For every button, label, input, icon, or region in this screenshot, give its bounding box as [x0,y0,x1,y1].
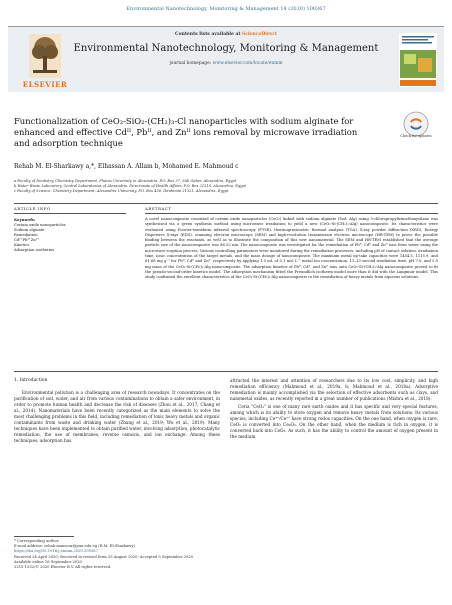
keyword-item: Remediation [14,233,38,237]
homepage-prefix: journal homepage: [169,61,212,66]
body-column-left [14,378,220,446]
publisher-name: ELSEVIER [22,80,68,89]
keyword-item: Cerium oxide nanoparticles [14,223,66,227]
doi-link[interactable]: https://doi.org/10.1016/j.enmm.2020.100367 [14,549,98,554]
section-heading: 1. Introduction [14,378,48,383]
keyword-item: Adsorption isotherms [14,248,55,252]
article-info-heading: ARTICLE INFO [14,206,51,211]
sciencedirect-link[interactable]: ScienceDirect [241,32,277,37]
footnote-divider [14,536,74,537]
body-paragraph: Ceria "CeO₂" is one of many rare earth oxides and it has specific and very special features, among which is its ability to store oxygen and remove heavy metals from solutions. Its various species, including Ce⁴⁺/Ce³⁺ have strong redox capacities. On the one hand, when oxygen is rare, CeO₂ is converted into Ce₂O₃. On the other hand, when the medium is rich in oxygen, it is converted back into CeO₂. As such, it has the ability to control the amount of oxygen present in the medium [230,404,438,439]
email-note: E-mail address: rehab.mansour@pua.edu.eg (R.M. El-Sharkawy). [14,544,137,549]
journal-citation-header: Environmental Nanotechnology, Monitoring & Management 14 (2020) 100367 [126,6,326,12]
journal-cover-icon[interactable] [398,32,438,88]
keywords-label: Keywords: [14,218,36,222]
journal-title: Environmental Nanotechnology, Monitoring & Management [73,43,379,54]
divider [14,213,126,214]
body-column-right [230,378,438,442]
article-title: Functionalization of CeO₂-SiO₂-(CH₂)₃-Cl nanoparticles with sodium alginate for enhanced and effective Cdᴵᴵ, Pbᴵᴵ, and Znᴵᴵ ions removal by microwave irradiation and adsorption technique [14,116,358,148]
abstract-text: A novel nanocomposite consisted of cerium oxide nanoparticles (CeO₂) linked with sodium alginate (Sod. Alg) using 3-chloropropyltrimethoxysilane was synthesized via a green synthesis method using microwave irradiation to yield a new (CeO₂-Si-(CH₂)₃-Alg) nanocomposite. Its characteristics were evaluated using Fourier-transform infrared spectroscopy (FT-IR), thermogravimetric thermal analysis (TGA), X-ray powder diffraction (XRD), Energy Dispersive X-rays (EDX), scanning electron microscope (SEM) and high-resolution transmission electron microscope (HR-TEM) to prove the possible binding between the reactants, as well as to illustrate the composition of this new nanomaterial. The SEM and HR-TEM established that the average particle size of the nanocomposite was 86.52 nm. The nanocomposite was investigated for the remediation of Pbᴵᴵ, Cdᴵᴵ and Znᴵᴵ ions from water using the microwave sorption process. Various controlling parameters were monitored during the remediation processes, including pH of contact solution, irradiation time, ionic concentration of the target metals, and the mass dosage of nanocomposite. The maximum metal up-take capacities were 1454.5, 1115.9, and 61.68 mg g⁻¹ for Pbᴵᴵ, Cdᴵᴵ and Znᴵᴵ, respectively by applying 1.0 mL of 0.1 mol L⁻¹ metal ion concentration, 11–13 second irradiation time, pH 7.0, and 5.0 mg mass of the CeO₂-Si-(CH₂)₃-Alg nanocomposite. The adsorption kinetics of Pbᴵᴵ, Cdᴵᴵ, and Znᴵᴵ ions onto CeO₂-Si-(CH₂)₃-Alg nanocomposite proved to fit the pseudo-second-order kinetics model. The adsorption mechanism fitted the Freundlich isotherm model more than it did with the Langmuir model. This study confirmed the excellent characteristics of the CeO₂-Si-(CH₂)₃-Alg nanocomposite in the remediation of heavy metals from aqueous solutions. [145,217,438,280]
footnotes [14,539,434,570]
author-list: Rehab M. El-Sharkawy a,*, Elhassan A. Allam b, Mohamed E. Mahmoud c [14,163,239,170]
contents-prefix: Contents lists available at [175,32,241,37]
affiliations [14,179,434,194]
affiliation-c: c Faculty of Science, Chemistry Department, Alexandria University, P.O. Box 426, Ibrahimia 21321, Alexandria, Egypt [14,189,229,193]
homepage-link[interactable]: www.elsevier.com/locate/enmm [212,61,283,66]
keyword-item: Sodium alginate [14,228,45,232]
copyright-line: 2215-1532/© 2020 Elsevier B.V. All rights reserved. [14,565,112,570]
body-paragraph: attracted the interest and attention of researchers due to its low cost, simplicity, and high remediation efficiency (Mahmoud et al., 2019a, b; Mahmoud et al., 2018a). Adsorptive remediation is mainly accomplished via the selection of effective adsorbents such as clays, and nanometal oxides, as recently reported in a great number of publications (Mishra et al., 2018). [230,378,438,401]
body-paragraph: Environmental pollution is a challenging area of research nowadays. It concentrates on the purification of soil, water, and air from various contaminations to obtain a safer environment, in order to promote human health and decrease the risk of diseases (Zhou et al., 2017; Chang et al., 2014). Nanomaterials have been recently categorized as the main elements to solve the most challenging problems in this field, including remediation of toxic heavy metals and organic contaminants from waste and drinking water (Zhang et al., 2019; Wu et al., 2019). Many techniques have been implemented to obtain purified water, involving adsorption, photocatalytic remediation, the use of membranes, reverse osmosis, and ion exchange. Among these techniques, adsorption has [14,390,220,443]
available-online: Available online 16 September 2020 [14,559,82,564]
affiliation-b: b Water Waste Laboratory, Central Laboratories of Alexandria, Directorate of Health Affairs, P.O. Box 21519, Alexandria, Egypt [14,184,246,188]
keyword-item: Cd²⁺Pb²⁺Zn²⁺ [14,238,40,242]
divider [145,213,438,214]
check-updates-label: Check for updates [400,134,432,138]
abstract-heading: ABSTRACT [145,206,172,211]
divider [14,203,438,204]
affiliation-a: a Faculty of Dentistry, Chemistry Department, Pharos University in Alexandria, P.O. Box 37, Sidi Gaber, Alexandria, Egypt [14,179,237,183]
keywords-block [14,218,126,253]
divider [14,371,438,372]
corresponding-author-note: * Corresponding author. [14,539,60,543]
keyword-item: Kinetics [14,243,30,247]
received-dates: Received 24 April 2020; Received in revised form 25 August 2020; Accepted 5 September 2020 [14,554,194,559]
